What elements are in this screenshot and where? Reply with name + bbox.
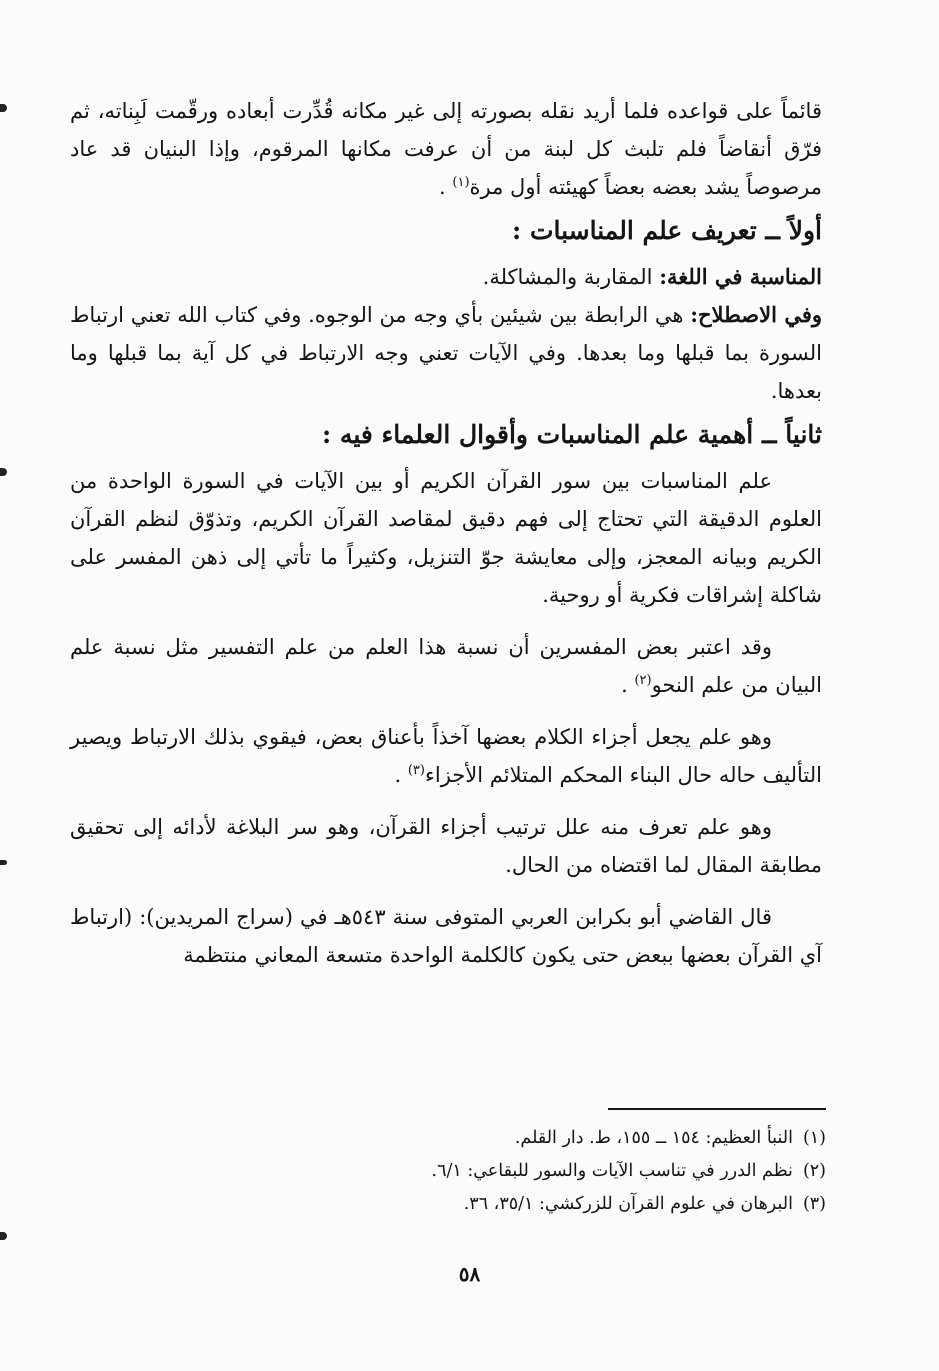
footnote-divider (608, 1108, 826, 1110)
footnotes (176, 1122, 826, 1221)
importance-paragraph-3: وهو علم يجعل أجزاء الكلام بعضها آخذاً بأعناق بعض، فيقوي بذلك الارتباط ويصير التأليف حاله حال البناء المحكم المتلائم الأجزاء$^{(٣)}$ . (70, 725, 822, 787)
footnote-ref-3[interactable]: (٣) (407, 763, 425, 778)
importance-paragraph-1: علم المناسبات بين سور القرآن الكريم أو بين الآيات في السورة الواحدة من العلوم الدقيقة التي تحتاج إلى فهم دقيق لمقاصد القرآن الكريم، وتذوّق لنظم القرآن الكريم وبيانه المعجز، وإلى معايشة جوّ التنزيل، وكثيراً ما تأتي إلى ذهن المفسر على شاكلة إشراقات فكرية أو روحية. (70, 469, 822, 607)
importance-paragraph-2: وقد اعتبر بعض المفسرين أن نسبة هذا العلم من علم التفسير مثل نسبة علم البيان من علم النحو$^{(٢)}$ . (70, 635, 822, 697)
definition-language: المناسبة في اللغة: المقاربة والمشاكلة. (482, 264, 822, 289)
importance-paragraph-5: قال القاضي أبو بكرابن العربي المتوفى سنة ٥٤٣هـ في (سراج المريدين): (ارتباط آي القرآن بعضها ببعض حتى يكون كالكلمة الواحدة متسعة المعاني منتظمة (70, 905, 822, 967)
footnote-1: (١)النبأ العظيم: ١٥٤ ــ ١٥٥، ط. دار القلم. (514, 1128, 826, 1148)
scan-edge-mark (0, 104, 7, 112)
definition-terminology: وفي الاصطلاح: هي الرابطة بين شيئين بأي وجه من الوجوه. وفي كتاب الله تعني ارتباط السورة بما قبلها وما بعدها. وفي الآيات تعني وجه الارتباط في كل آية بما قبلها وما بعدها. (70, 302, 822, 403)
footnote-3: (٣)البرهان في علوم القرآن للزركشي: ٣٥/١، ٣٦. (463, 1194, 826, 1214)
page-body (70, 92, 822, 974)
scan-edge-mark (0, 468, 7, 476)
scan-edge-mark (0, 1232, 7, 1240)
section-heading-importance: ثانياً ــ أهمية علم المناسبات وأقوال العلماء فيه : (322, 420, 822, 449)
footnote-ref-1[interactable]: (١) (452, 175, 470, 190)
importance-paragraph-4: وهو علم تعرف منه علل ترتيب أجزاء القرآن، وهو سر البلاغة لأدائه إلى تحقيق مطابقة المقال لما اقتضاه من الحال. (70, 815, 822, 877)
section-heading-definition: أولاً ــ تعريف علم المناسبات : (512, 216, 822, 245)
page-number: ٥٨ (458, 1262, 481, 1286)
intro-paragraph: قائماً على قواعده فلما أريد نقله بصورته إلى غير مكانه قُدِّرت أبعاده ورقّمت لَبِناته، ثم فرّق أنقاضاً فلم تلبث كل لبنة من أن عرفت مكانها المرقوم، وإذا البنيان قد عاد مرصوصاً يشد بعضه بعضاً كهيئته أول مرة$^{(١)}$ . (70, 99, 822, 199)
scan-edge-mark (0, 860, 7, 865)
footnote-2: (٢)نظم الدرر في تناسب الآيات والسور للبقاعي: ٦/١. (431, 1161, 826, 1181)
footnote-ref-2[interactable]: (٢) (634, 673, 652, 688)
